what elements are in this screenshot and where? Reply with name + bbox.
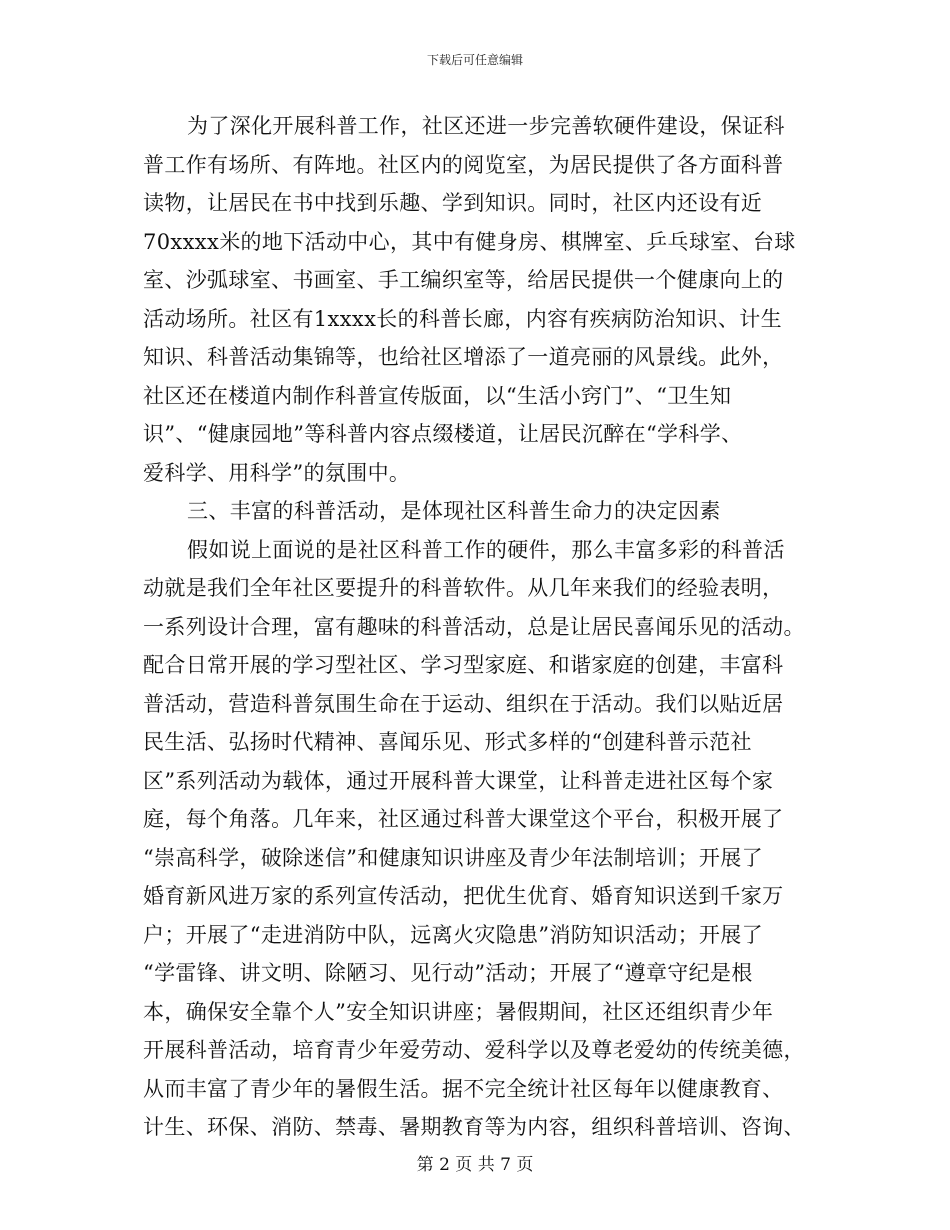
page-header-note: 下载后可任意编辑 [426, 53, 523, 67]
paragraph-line: 活动场所。社区有1xxxx长的科普长廊，内容有疾病防治知识、计生 [143, 306, 782, 331]
paragraph-line: 为了深化开展科普工作，社区还进一步完善软硬件建设，保证科 [187, 114, 785, 138]
paragraph-line: 识”、“健康园地”等科普内容点缀楼道，让居民沉醉在“学科学、 [143, 422, 743, 446]
paragraph-line: 本，确保安全靠个人”安全知识讲座；暑假期间，社区还组织青少年 [143, 999, 774, 1024]
paragraph-line: 开展科普活动，培育青少年爱劳动、爱科学以及尊老爱幼的传统美德， [143, 1038, 805, 1062]
paragraph-line: 动就是我们全年社区要提升的科普软件。从几年来我们的经验表明， [143, 576, 784, 600]
paragraph-line: 民生活、弘扬时代精神、喜闻乐见、形式多样的“创建科普示范社 [143, 730, 752, 754]
paragraph-line: 庭，每个角落。几年来，社区通过科普大课堂这个平台，积极开展了 [143, 807, 784, 831]
paragraph-line: 户；开展了“走进消防中队，远离火灾隐患”消防知识活动；开展了 [143, 922, 763, 947]
paragraph-line: 社区还在楼道内制作科普宣传版面，以“生活小窍门”、“卫生知 [143, 383, 732, 408]
paragraph-line: 知识、科普活动集锦等，也给社区增添了一道亮丽的风景线。此外， [143, 345, 784, 369]
paragraph-line: 假如说上面说的是社区科普工作的硬件，那么丰富多彩的科普活 [187, 537, 785, 562]
paragraph-line: 从而丰富了青少年的暑假生活。据不完全统计社区每年以健康教育、 [143, 1076, 784, 1101]
document-body [143, 107, 823, 1147]
page-number: 第 2 页 共 7 页 [416, 1155, 534, 1175]
paragraph-line: 读物，让居民在书中找到乐趣、学到知识。同时，社区内还设有近 [143, 191, 763, 215]
paragraph-line: 普活动，营造科普氛围生命在于运动、组织在于活动。我们以贴近居 [143, 691, 784, 716]
paragraph-line: 婚育新风进万家的系列宣传活动，把优生优育、婚育知识送到千家万 [143, 884, 784, 908]
paragraph-line: “崇高科学，破除迷信”和健康知识讲座及青少年法制培训；开展了 [143, 845, 763, 870]
section-heading: 三、丰富的科普活动，是体现社区科普生命力的决定因素 [187, 499, 721, 523]
paragraph-line: 室、沙弧球室、书画室、手工编织室等，给居民提供一个健康向上的 [143, 268, 784, 292]
paragraph-line: 配合日常开展的学习型社区、学习型家庭、和谐家庭的创建，丰富科 [143, 653, 784, 677]
paragraph-line: 计生、环保、消防、禁毒、暑期教育等为内容，组织科普培训、咨询、 [143, 1115, 805, 1139]
paragraph-line: “学雷锋、讲文明、除陋习、见行动”活动；开展了“遵章守纪是根 [143, 961, 753, 985]
paragraph-line: 区”系列活动为载体，通过开展科普大课堂，让科普走进社区每个家 [143, 768, 774, 793]
paragraph-line: 普工作有场所、有阵地。社区内的阅览室，为居民提供了各方面科普 [143, 152, 784, 177]
paragraph-line: 一系列设计合理，富有趣味的科普活动，总是让居民喜闻乐见的活动。 [143, 614, 805, 639]
paragraph-line: 70xxxx米的地下活动中心，其中有健身房、棋牌室、乒乓球室、台球 [143, 229, 796, 254]
paragraph-line: 爱科学、用科学”的氛围中。 [143, 460, 411, 485]
